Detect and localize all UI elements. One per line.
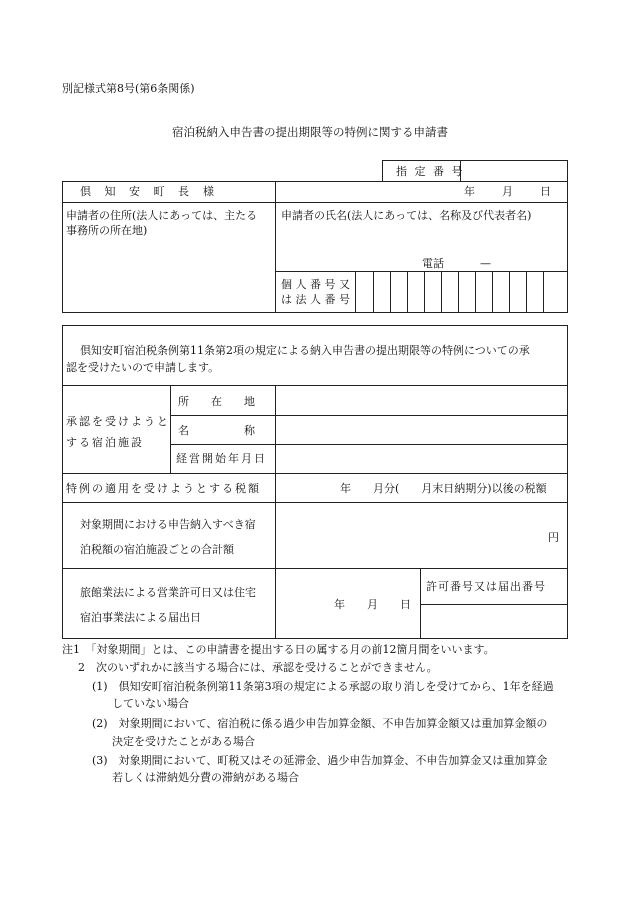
- address-label: 申請者の住所(法人にあっては、主たる: [66, 209, 258, 222]
- address-label-2: 事務所の所在地): [66, 224, 148, 237]
- total-amount-label-2: 泊税額の宿泊施設ごとの合計額: [80, 543, 234, 556]
- phone-label: 電話: [422, 257, 444, 270]
- note-2-3: (3) 対象期間において、町税又はその延滞金、過少申告加算金、不申告加算金又は重加算金: [92, 754, 548, 767]
- permit-number-field[interactable]: [421, 605, 566, 637]
- note-2-1-cont: していない場合: [112, 697, 189, 710]
- opening-date-label: 経営開始年月日: [176, 452, 267, 465]
- personal-number-digits[interactable]: [356, 272, 566, 312]
- note-2-3-cont: 若しくは滞納処分費の滞納がある場合: [112, 771, 299, 784]
- date-day: 日: [540, 185, 551, 198]
- yen-unit: 円: [548, 531, 559, 544]
- tax-apply-label: 特例の適用を受けようとする税額: [66, 482, 261, 495]
- name-field[interactable]: [276, 225, 566, 255]
- designation-label: 指 定 番 号: [396, 165, 465, 178]
- addressee: 倶 知 安 町 長: [80, 185, 194, 198]
- permit-date-value: 年 月 日: [334, 598, 411, 611]
- address-field[interactable]: [63, 240, 274, 311]
- total-amount-label: 対象期間における申告納入すべき宿: [80, 518, 256, 531]
- location-field[interactable]: [276, 386, 566, 414]
- facility-label: 承認を受けようと: [66, 415, 170, 428]
- permit-number-label: 許可番号又は届出番号: [426, 580, 546, 593]
- permit-date-label: 旅館業法による営業許可日又は住宅: [80, 586, 256, 599]
- statement-text-2: 認を受けたいので申請します。: [66, 361, 220, 374]
- facility-name-label: 名 称: [178, 424, 255, 437]
- permit-date-label-2: 宿泊事業法による届出日: [80, 611, 201, 624]
- tax-apply-text: 年 月分( 月末日納期分)以後の税額: [340, 482, 547, 495]
- designation-number-field[interactable]: [461, 161, 566, 181]
- date-year: 年: [464, 185, 475, 198]
- note-2-2-cont: 決定を受けたことがある場合: [112, 735, 255, 748]
- note-1: 注1 「対象期間」とは、この申請書を提出する日の属する月の前12箇月間をいいます。: [62, 643, 495, 656]
- honorific: 様: [203, 185, 214, 198]
- note-2: 2 次のいずれかに該当する場合には、承認を受けることができません。: [78, 661, 438, 674]
- date-month: 月: [502, 185, 513, 198]
- page-title: 宿泊税納入申告書の提出期限等の特例に関する申請書: [172, 125, 448, 139]
- personal-number-label: 個 人 番 号 又: [281, 278, 350, 291]
- note-2-1: (1) 倶知安町宿泊税条例第11条第3項の規定による承認の取り消しを受けてから、1年を経過: [92, 680, 554, 693]
- phone-dash: —: [480, 257, 491, 270]
- facility-label-2: する宿泊施設: [66, 436, 144, 449]
- total-amount-field[interactable]: [276, 503, 566, 567]
- form-id: 別記様式第8号(第6条関係): [62, 82, 195, 95]
- statement-text: 倶知安町宿泊税条例第11条第2項の規定による納入申告書の提出期限等の特例についての承: [80, 344, 530, 357]
- name-label: 申請者の氏名(法人にあっては、名称及び代表者名): [281, 209, 532, 222]
- facility-name-field[interactable]: [276, 416, 566, 443]
- personal-number-label-2: は 法 人 番 号: [281, 293, 350, 306]
- opening-date-field[interactable]: [276, 445, 566, 472]
- note-2-2: (2) 対象期間において、宿泊税に係る過少申告加算金額、不申告加算金額又は重加算金額の: [92, 717, 548, 730]
- location-label: 所 在 地: [178, 395, 255, 408]
